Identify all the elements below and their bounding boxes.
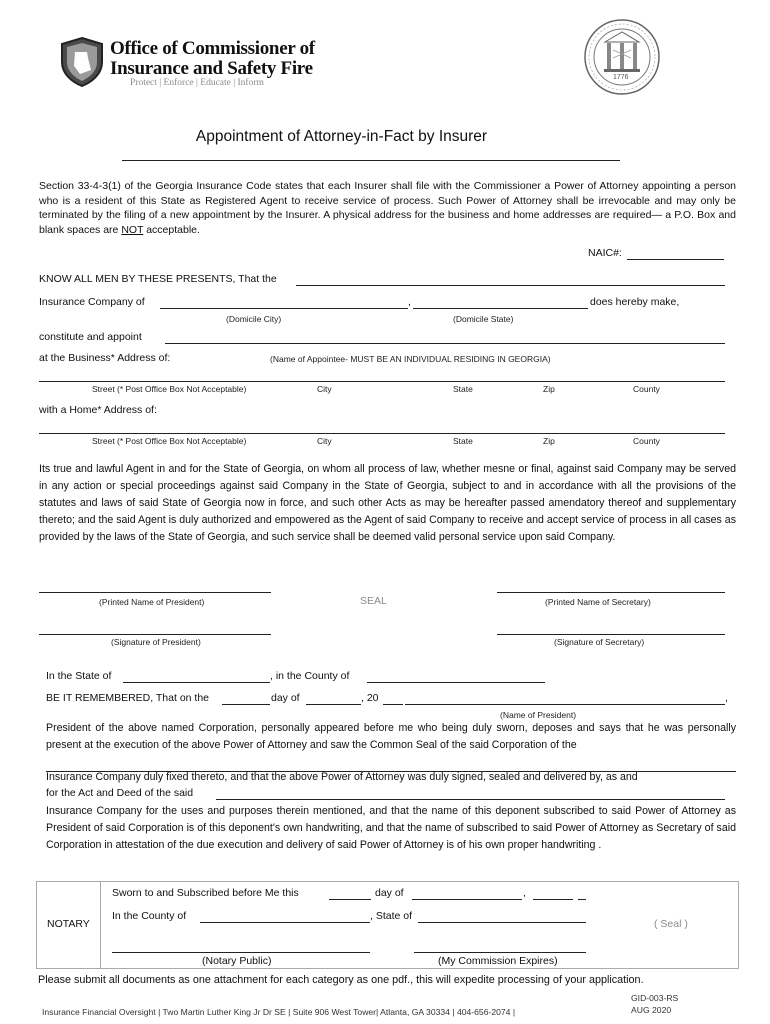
printed-president-field[interactable] bbox=[39, 592, 271, 593]
domicile-city-caption: (Domicile City) bbox=[226, 314, 282, 324]
signature-president-field[interactable] bbox=[39, 634, 271, 635]
home-zip-caption: Zip bbox=[543, 436, 555, 446]
year-field[interactable] bbox=[383, 704, 403, 705]
act-deed-label: for the Act and Deed of the said bbox=[46, 787, 194, 799]
domicile-state-field[interactable] bbox=[413, 308, 588, 309]
logo bbox=[58, 36, 106, 88]
sworn-month-field[interactable] bbox=[412, 899, 522, 900]
business-address-label: at the Business* Address of: bbox=[39, 352, 171, 364]
comma: , bbox=[408, 296, 411, 308]
notary-public-caption: (Notary Public) bbox=[202, 955, 272, 967]
comma: , bbox=[725, 692, 728, 704]
sworn-day-field[interactable] bbox=[329, 899, 371, 900]
home-city-caption: City bbox=[317, 436, 332, 446]
footer-address: Insurance Financial Oversight | Two Martin Luther King Jr Dr SE | Suite 906 West Tower| Atlanta, GA 30334 | 404-656-2074 | bbox=[42, 1007, 516, 1017]
home-street-caption: Street (* Post Office Box Not Acceptable) bbox=[92, 436, 247, 446]
home-state-caption: State bbox=[453, 436, 473, 446]
appointee-name-field[interactable] bbox=[165, 343, 725, 344]
in-county-of-label: , in the County of bbox=[270, 670, 350, 682]
in-state-of-label: In the State of bbox=[46, 670, 112, 682]
agent-paragraph: Its true and lawful Agent in and for the State of Georgia, on whom all process of law, whether mesne or final, against said Company may be served in any action or special proceedings against said Company in the State of Georgia, subject to and in accordance with all the provisions of the statutes and laws of said State of Georgia now in force, and such other Acts as may be hereafter passed amendatory thereof and supplementary thereto; and the said Agent is duly authorized and empowered as the Agent of said Company to receive and accept service of process in all cases as provided by the laws of the State of Georgia, and such service shall be deemed valid personal service upon said Company. bbox=[39, 463, 736, 543]
home-address-label: with a Home* Address of: bbox=[39, 404, 157, 416]
seal-placeholder: SEAL bbox=[360, 595, 387, 607]
sworn-extra-field[interactable] bbox=[578, 899, 586, 900]
name-of-president-caption: (Name of President) bbox=[500, 710, 577, 720]
insurance-company-label: Insurance Company of bbox=[39, 296, 145, 308]
president-name-field[interactable] bbox=[405, 704, 725, 705]
constitute-label: constitute and appoint bbox=[39, 331, 142, 343]
domicile-city-field[interactable] bbox=[160, 308, 408, 309]
intro-paragraph bbox=[39, 179, 736, 238]
remembered-label: BE IT REMEMBERED, That on the bbox=[46, 692, 210, 704]
tagline: Protect | Enforce | Educate | Inform bbox=[130, 78, 264, 88]
notary-county-label: In the County of bbox=[112, 910, 187, 922]
signature-secretary-caption: (Signature of Secretary) bbox=[554, 637, 645, 647]
georgia-seal-icon bbox=[583, 18, 661, 96]
seal-year: 1776 bbox=[613, 74, 629, 81]
shield-icon bbox=[58, 36, 106, 88]
notary-state-field[interactable] bbox=[418, 922, 586, 923]
notary-paragraph-3: Insurance Company for the uses and purposes therein mentioned, and that the name of this deponent subscribed to said Power of Attorney as President of said Corporation is of this deponent's own handwriting, and that the name of subscribed to said Power of Attorney as Secretary of said Corporation in attestation of the due execution and delivery of said Power of Attorney is of his own proper handwriting . bbox=[46, 805, 736, 851]
business-city-caption: City bbox=[317, 384, 332, 394]
business-zip-caption: Zip bbox=[543, 384, 555, 394]
intro-not: NOT bbox=[121, 224, 144, 237]
naic-label: NAIC#: bbox=[588, 247, 622, 259]
naic-field[interactable] bbox=[627, 259, 724, 260]
intro-text: Section 33-4-3(1) of the Georgia Insurance Code states that each Insurer shall file with the Commissioner a Power of Attorney appointing a person who is a resident of this State as Registered Agent to receive service of process. Such Power of Attorney shall be irrevocable and may only be terminated by the filing of a new appointment by the Insurer. A physical address for the business and home addresses are required— a P.O. Box and blank spaces are bbox=[39, 180, 736, 237]
form-id: GID-003-RS bbox=[631, 993, 679, 1003]
business-county-caption: County bbox=[633, 384, 660, 394]
notary-state-label: , State of bbox=[370, 910, 413, 922]
commission-caption: (My Commission Expires) bbox=[438, 955, 558, 967]
intro-text-end: acceptable. bbox=[143, 224, 200, 237]
sworn-day-of-label: day of bbox=[375, 887, 404, 899]
sworn-label: Sworn to and Subscribed before Me this bbox=[112, 887, 299, 899]
notary-public-field[interactable] bbox=[112, 952, 370, 953]
does-hereby-label: does hereby make, bbox=[590, 296, 680, 308]
notary-paragraph-1: President of the above named Corporation, personally appeared before me who being duly sworn, deposes and says that he was personally present at the execution of the above Power of Attorney and saw the Common Seal of the said Corporation of the bbox=[46, 722, 736, 751]
home-county-caption: County bbox=[633, 436, 660, 446]
org-name-line1: Office of Commissioner of bbox=[110, 38, 315, 59]
org-name-line2: Insurance and Safety Fire bbox=[110, 58, 313, 79]
sworn-year-field[interactable] bbox=[533, 899, 573, 900]
home-address-field[interactable] bbox=[39, 433, 725, 434]
domicile-state-caption: (Domicile State) bbox=[453, 314, 514, 324]
appointee-note: (Name of Appointee- MUST BE AN INDIVIDUAL RESIDING IN GEORGIA) bbox=[270, 354, 551, 364]
day-field[interactable] bbox=[222, 704, 270, 705]
page-title: Appointment of Attorney-in-Fact by Insurer bbox=[195, 128, 488, 145]
notary-county-field[interactable] bbox=[200, 922, 370, 923]
business-street-caption: Street (* Post Office Box Not Acceptable) bbox=[92, 384, 247, 394]
business-state-caption: State bbox=[453, 384, 473, 394]
signature-secretary-field[interactable] bbox=[497, 634, 725, 635]
notary-seal-placeholder: ( Seal ) bbox=[654, 918, 688, 930]
notary-paragraph-2: Insurance Company duly fixed thereto, and that the above Power of Attorney was duly signed, sealed and delivered by, as and bbox=[46, 771, 638, 783]
year-label: , 20 bbox=[361, 692, 379, 704]
know-men-label: KNOW ALL MEN BY THESE PRESENTS, That the bbox=[39, 273, 277, 285]
printed-secretary-field[interactable] bbox=[497, 592, 725, 593]
company-name-field[interactable] bbox=[296, 285, 725, 286]
signature-president-caption: (Signature of President) bbox=[111, 637, 201, 647]
form-date: AUG 2020 bbox=[631, 1005, 672, 1015]
submit-note: Please submit all documents as one attachment for each category as one pdf., this will expedite processing of your application. bbox=[38, 974, 644, 986]
printed-president-caption: (Printed Name of President) bbox=[99, 597, 205, 607]
notary-label: NOTARY bbox=[47, 918, 90, 930]
county-field[interactable] bbox=[367, 682, 545, 683]
act-deed-field[interactable] bbox=[216, 799, 725, 800]
state-seal bbox=[583, 18, 661, 96]
month-field[interactable] bbox=[306, 704, 361, 705]
commission-field[interactable] bbox=[414, 952, 586, 953]
day-of-label: day of bbox=[271, 692, 300, 704]
printed-secretary-caption: (Printed Name of Secretary) bbox=[545, 597, 651, 607]
notary-box-divider bbox=[100, 881, 101, 969]
comma: , bbox=[523, 887, 526, 899]
title-underline bbox=[122, 160, 620, 161]
business-address-field[interactable] bbox=[39, 381, 725, 382]
state-field[interactable] bbox=[123, 682, 270, 683]
